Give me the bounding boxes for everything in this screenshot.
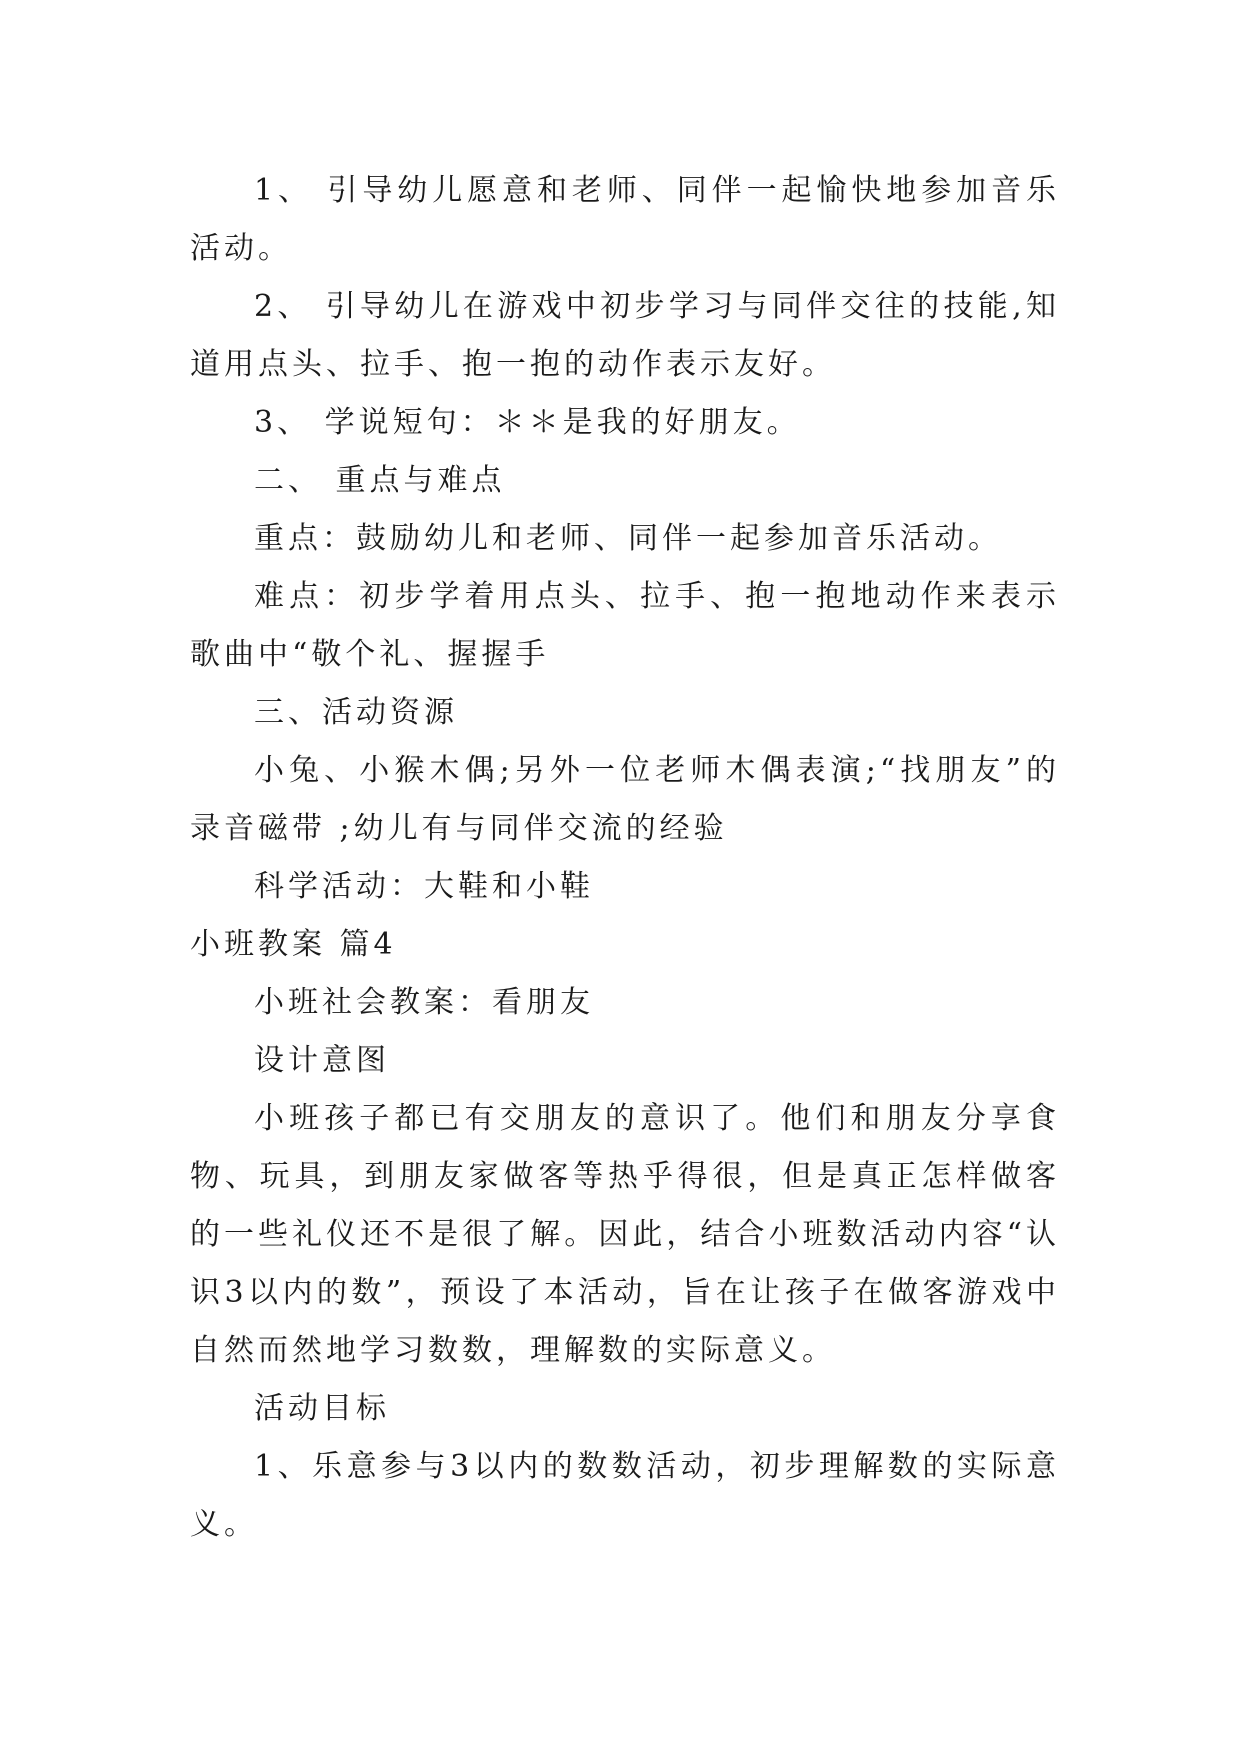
paragraph: 1、 引导幼儿愿意和老师、同伴一起愉快地参加音乐活动。 xyxy=(190,173,1060,266)
section-heading: 设计意图 xyxy=(254,1043,390,1078)
paragraph: 科学活动：大鞋和小鞋 xyxy=(254,869,594,904)
paragraph: 小兔、小猴木偶;另外一位老师木偶表演;“找朋友”的录音磁带 ;幼儿有与同伴交流的经验 xyxy=(190,753,1060,846)
section-heading: 二、 重点与难点 xyxy=(254,463,506,498)
paragraph: 小班社会教案：看朋友 xyxy=(254,985,594,1020)
paragraph: 3、 学说短句：＊＊是我的好朋友。 xyxy=(254,405,801,440)
document-body xyxy=(190,162,1060,1554)
paragraph: 小班孩子都已有交朋友的意识了。他们和朋友分享食物、玩具，到朋友家做客等热乎得很，但是真正怎样做客的一些礼仪还不是很了解。因此，结合小班数活动内容“认识3以内的数”，预设了本活动，旨在让孩子在做客游戏中自然而然地学习数数，理解数的实际意义。 xyxy=(190,1101,1060,1368)
chapter-heading: 小班教案 篇4 xyxy=(190,927,397,962)
paragraph: 2、 引导幼儿在游戏中初步学习与同伴交往的技能,知道用点头、拉手、抱一抱的动作表示友好。 xyxy=(190,289,1060,382)
section-heading: 活动目标 xyxy=(254,1391,390,1426)
section-heading: 三、活动资源 xyxy=(254,695,458,730)
paragraph: 难点：初步学着用点头、拉手、抱一抱地动作来表示歌曲中“敬个礼、握握手 xyxy=(190,579,1060,672)
paragraph: 1、乐意参与3以内的数数活动，初步理解数的实际意义。 xyxy=(190,1449,1060,1542)
paragraph: 重点：鼓励幼儿和老师、同伴一起参加音乐活动。 xyxy=(254,521,1002,556)
